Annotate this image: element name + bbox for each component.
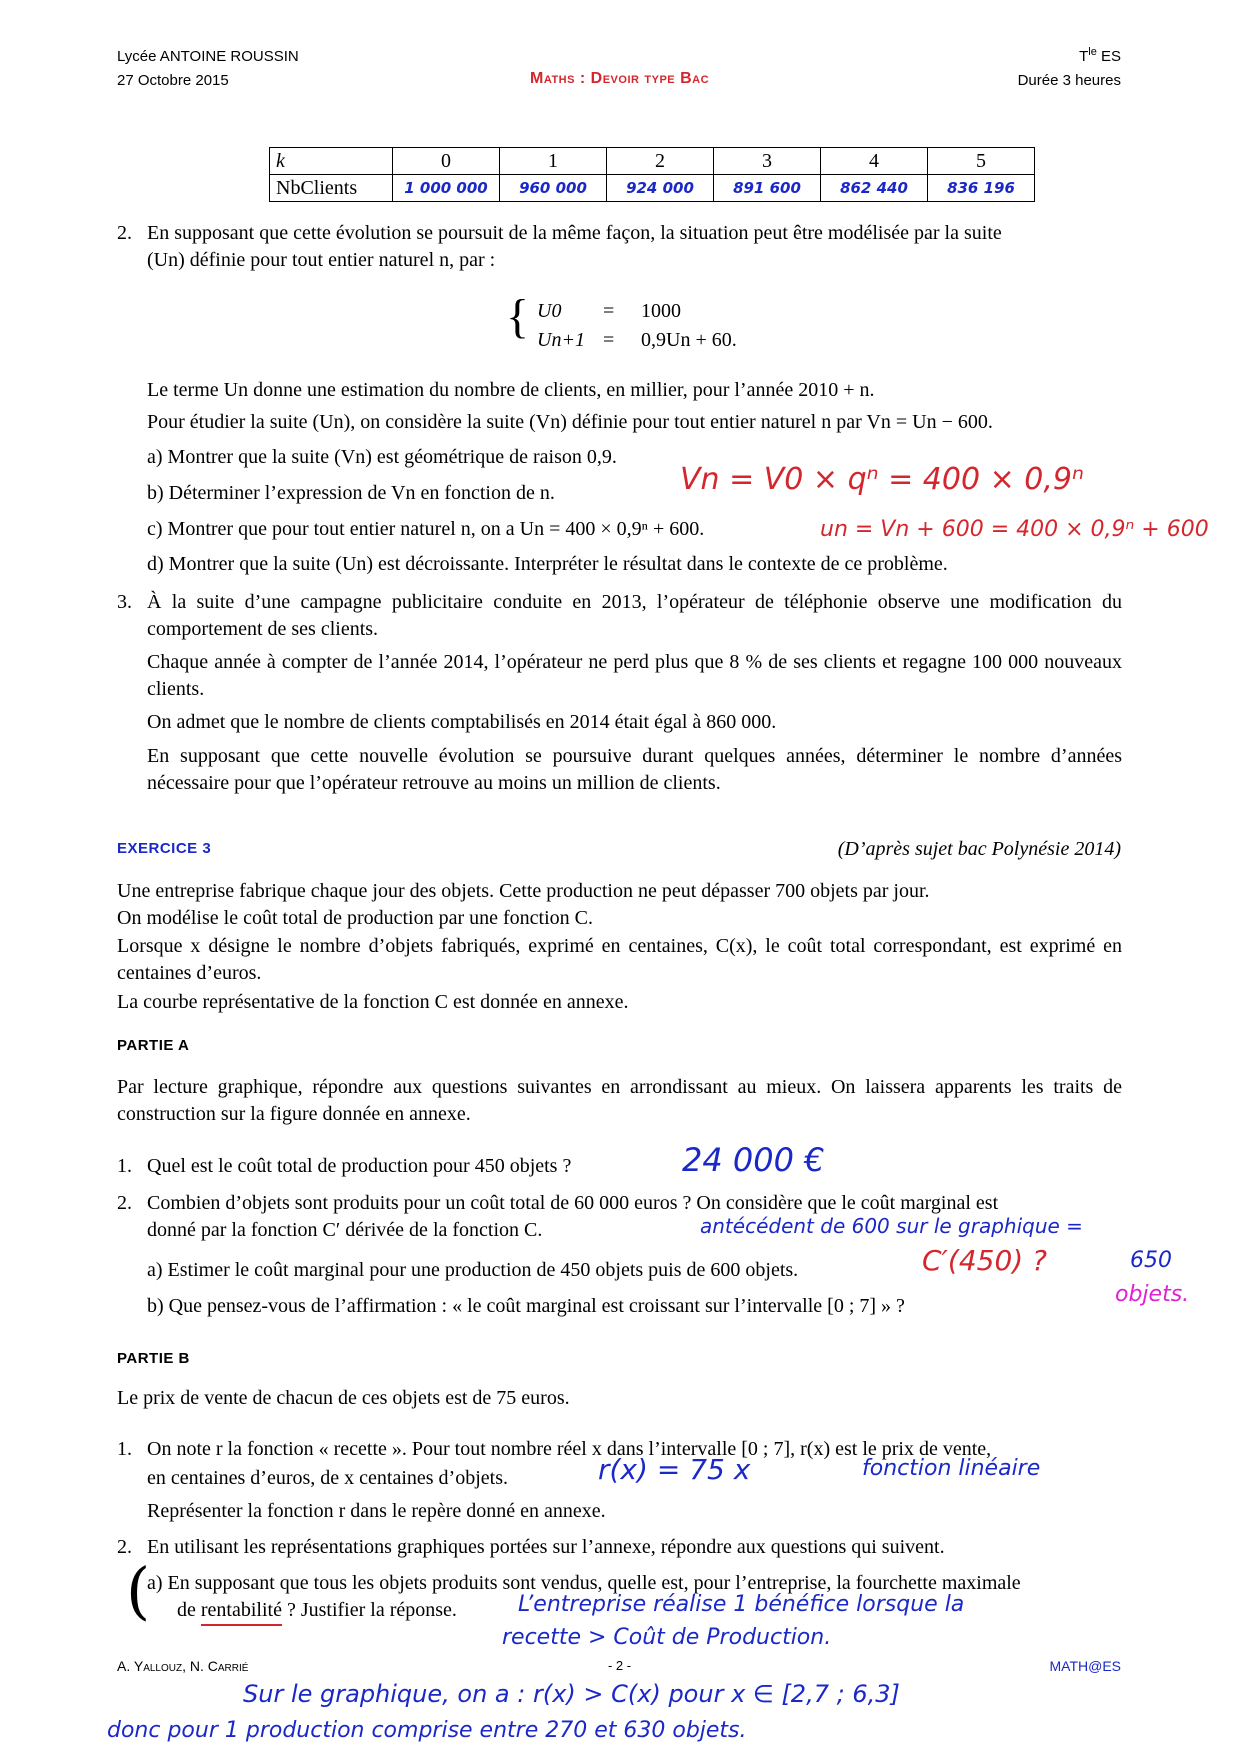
subquestion: b) Déterminer l’expression de Vn en fonction de n. [147, 482, 555, 504]
handwritten-answer: Vn = V0 × qⁿ = 400 × 0,9ⁿ [680, 462, 1084, 497]
handwritten-bracket: ( [126, 1554, 151, 1627]
question-text: En utilisant les représentations graphiques portées sur l’annexe, répondre aux questions qui suivent. [147, 1536, 945, 1558]
table-cell: 4 [821, 148, 928, 175]
paragraph: Le prix de vente de chacun de ces objets est de 75 euros. [117, 1387, 570, 1409]
footer-page-number: - 2 - [607, 1658, 632, 1673]
question-text: On admet que le nombre de clients comptabilisés en 2014 était égal à 860 000. [147, 711, 777, 733]
handwritten-answer: 24 000 € [682, 1141, 825, 1179]
system-lhs: U0 [537, 300, 562, 322]
section-title: PARTIE A [117, 1037, 190, 1054]
exercise-source: (D’après sujet bac Polynésie 2014) [837, 838, 1121, 860]
handwritten-answer: donc pour 1 production comprise entre 270 et 630 objets. [107, 1718, 747, 1743]
table-cell-handwritten: 862 440 [821, 175, 928, 202]
subquestion: b) Que pensez-vous de l’affirmation : « le coût marginal est croissant sur l’intervalle [0 ; 7] » ? [147, 1295, 905, 1317]
section-title: PARTIE B [117, 1350, 190, 1367]
question-number: 3. [117, 591, 132, 613]
question-text: En supposant que cette nouvelle évolution se poursuive durant quelques années, déterminer le nombre d’années nécessaire pour que l’opérateur retrouve au moins un million de clients. [147, 745, 1122, 794]
question-text: On note r la fonction « recette ». Pour tout nombre réel x dans l’intervalle [0 ; 7], r(x) est le prix de vente, [147, 1438, 992, 1460]
table-header-cell: NbClients [270, 175, 393, 202]
handwritten-answer: recette > Coût de Production. [502, 1625, 832, 1650]
clients-table [269, 147, 1035, 202]
paragraph: Une entreprise fabrique chaque jour des objets. Cette production ne peut dépasser 700 objets par jour. [117, 880, 930, 902]
handwritten-answer: r(x) = 75 x [598, 1453, 751, 1486]
handwritten-answer: L’entreprise réalise 1 bénéfice lorsque la [518, 1592, 965, 1617]
system-lhs: Un+1 [537, 329, 585, 351]
table-cell: 1 [500, 148, 607, 175]
system-eq: = [603, 329, 615, 351]
handwritten-answer: un = Vn + 600 = 400 × 0,9ⁿ + 600 [820, 517, 1209, 542]
question-text: Représenter la fonction r dans le repère donné en annexe. [147, 1500, 606, 1522]
subquestion: d) Montrer que la suite (Un) est décroissante. Interpréter le résultat dans le contexte de ce problème. [147, 553, 948, 575]
question-number: 2. [117, 1192, 132, 1214]
question-number: 2. [117, 222, 132, 244]
question-text: En supposant que cette évolution se poursuit de la même façon, la situation peut être modélisée par la suite [147, 222, 1002, 244]
handwritten-answer: antécédent de 600 sur le graphique = [700, 1214, 1083, 1238]
subquestion: c) Montrer que pour tout entier naturel n, on a Un = 400 × 0,9ⁿ + 600. [147, 518, 705, 540]
paragraph: Pour étudier la suite (Un), on considère la suite (Vn) définie pour tout entier naturel n par Vn = Un − 600. [147, 411, 993, 433]
footer-authors: A. Yallouz, N. Carrié [117, 1658, 249, 1674]
table-cell-handwritten: 1 000 000 [393, 175, 500, 202]
paragraph: La courbe représentative de la fonction C est donnée en annexe. [117, 991, 629, 1013]
subquestion: a) En supposant que tous les objets produits sont vendus, quelle est, pour l’entreprise, la fourchette maximale [147, 1572, 1021, 1594]
table-cell-handwritten: 924 000 [607, 175, 714, 202]
question-text: Quel est le coût total de production pour 450 objets ? [147, 1155, 572, 1177]
table-header-cell: k [270, 148, 393, 175]
footer-brand: MATH@ES [1049, 1658, 1121, 1674]
paragraph: Lorsque x désigne le nombre d’objets fabriqués, exprimé en centaines, C(x), le coût total correspondant, est exprimé en centaines d’euros. [117, 935, 1122, 984]
table-cell-handwritten: 960 000 [500, 175, 607, 202]
handwritten-answer: objets. [1115, 1282, 1190, 1307]
system-rhs: 1000 [641, 300, 681, 322]
school-name: Lycée ANTOINE ROUSSIN [117, 48, 299, 65]
handwritten-answer: C′(450) ? [922, 1244, 1047, 1277]
table-cell: 2 [607, 148, 714, 175]
handwritten-answer: fonction linéaire [862, 1456, 1041, 1481]
duration-label: Durée 3 heures [1017, 72, 1121, 89]
question-text: À la suite d’une campagne publicitaire conduite en 2013, l’opérateur de téléphonie observe une modification du comportement de ses clients. [147, 591, 1122, 640]
question-text: Chaque année à compter de l’année 2014, l’opérateur ne perd plus que 8 % de ses clients et regagne 100 000 nouveaux clients. [147, 651, 1122, 700]
question-text: (Un) définie pour tout entier naturel n, par : [147, 249, 496, 271]
table-cell-handwritten: 891 600 [714, 175, 821, 202]
system-brace: { [506, 290, 530, 343]
question-number: 2. [117, 1536, 132, 1558]
table-row [270, 148, 1035, 175]
subquestion: a) Estimer le coût marginal pour une production de 450 objets puis de 600 objets. [147, 1259, 799, 1281]
class-label: $T^{le}$ ES [1079, 46, 1121, 65]
document-title: Maths : Devoir type Bac [529, 70, 710, 87]
underlined-word: rentabilité [201, 1599, 282, 1626]
question-text: donné par la fonction C′ dérivée de la fonction C. [147, 1219, 543, 1241]
table-cell: 5 [928, 148, 1035, 175]
exercise-title: EXERCICE 3 [117, 840, 212, 857]
table-cell: 0 [393, 148, 500, 175]
subquestion: a) Montrer que la suite (Vn) est géométrique de raison 0,9. [147, 446, 617, 468]
table-row [270, 175, 1035, 202]
table-cell-handwritten: 836 196 [928, 175, 1035, 202]
question-text: en centaines d’euros, de x centaines d’objets. [147, 1467, 508, 1489]
question-number: 1. [117, 1155, 132, 1177]
subquestion: de rentabilité ? Justifier la réponse. [177, 1597, 457, 1624]
system-rhs: 0,9Un + 60. [641, 329, 737, 351]
handwritten-answer: Sur le graphique, on a : r(x) > C(x) pour x ∈ [2,7 ; 6,3] [243, 1680, 900, 1708]
paragraph: Par lecture graphique, répondre aux questions suivantes en arrondissant au mieux. On laissera apparents les traits de construction sur la figure donnée en annexe. [117, 1076, 1122, 1125]
paragraph: Le terme Un donne une estimation du nombre de clients, en millier, pour l’année 2010 + n. [147, 379, 875, 401]
paragraph: On modélise le coût total de production par une fonction C. [117, 907, 593, 929]
document-date: 27 Octobre 2015 [117, 72, 229, 89]
question-number: 1. [117, 1438, 132, 1460]
system-eq: = [603, 300, 615, 322]
question-text: Combien d’objets sont produits pour un coût total de 60 000 euros ? On considère que le coût marginal est [147, 1192, 999, 1214]
handwritten-answer: 650 [1130, 1248, 1172, 1273]
table-cell: 3 [714, 148, 821, 175]
